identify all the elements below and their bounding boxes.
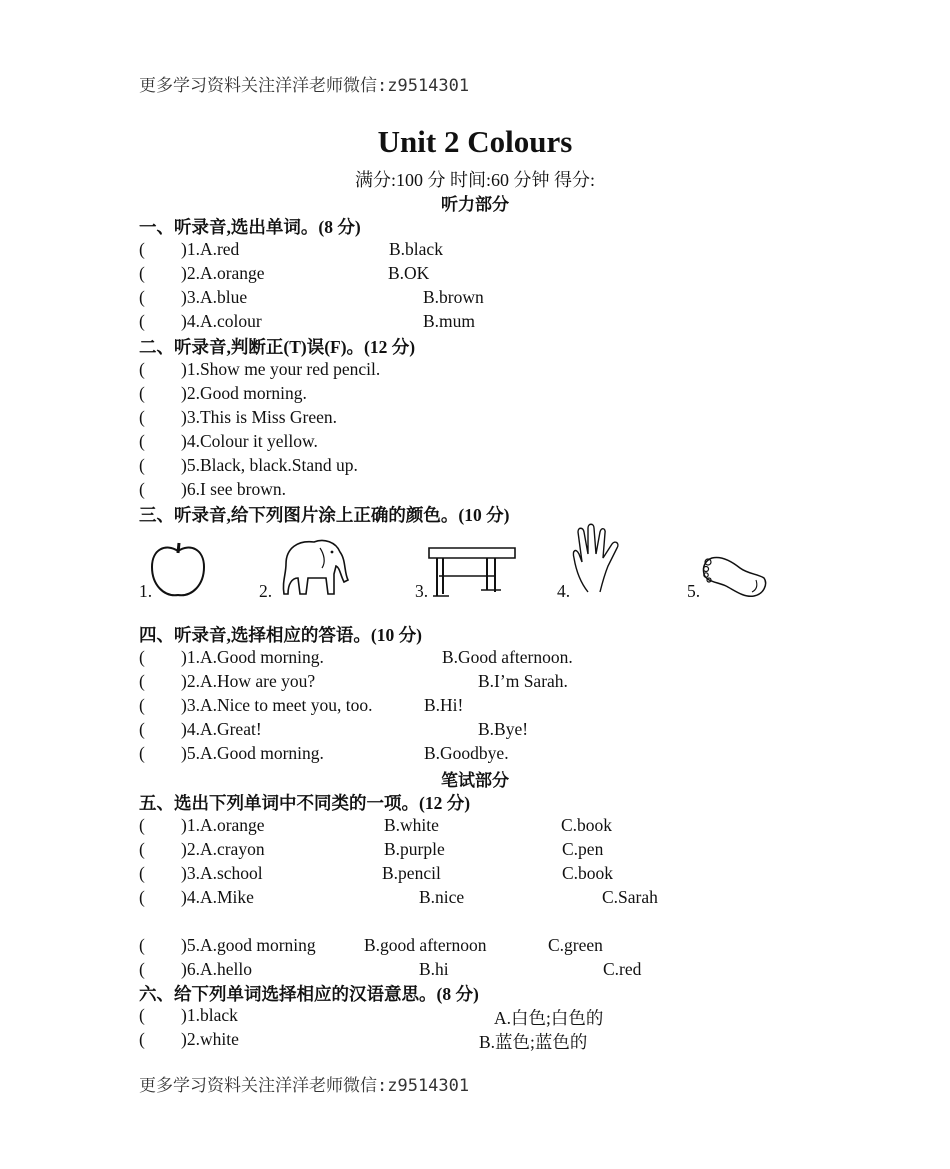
elephant-icon xyxy=(278,534,354,600)
section-2-heading: 二、听录音,判断正(T)误(F)。(12 分) xyxy=(139,337,416,357)
question-text: )4.Colour it yellow. xyxy=(181,431,318,451)
option-b: B.nice xyxy=(419,887,465,907)
answer-paren: ( xyxy=(139,455,145,475)
answer-paren: ( xyxy=(139,815,145,835)
option-b: B.Goodbye. xyxy=(424,743,509,763)
footer-note: 更多学习资料关注洋洋老师微信:z9514301 xyxy=(139,1076,470,1096)
question-text: )1.Show me your red pencil. xyxy=(181,359,381,379)
answer-paren: ( xyxy=(139,479,145,499)
picture-number: 5. xyxy=(687,581,701,601)
question-text: )6.I see brown. xyxy=(181,479,286,499)
question-text: )2.A.crayon xyxy=(181,839,265,859)
question-text: )4.A.Great! xyxy=(181,719,262,739)
answer-paren: ( xyxy=(139,407,145,427)
answer-paren: ( xyxy=(139,431,145,451)
option-c: C.book xyxy=(561,815,613,835)
option-c: C.pen xyxy=(562,839,604,859)
answer-paren: ( xyxy=(139,719,145,739)
answer-paren: ( xyxy=(139,959,145,979)
option-b: B.purple xyxy=(384,839,445,859)
answer-paren: ( xyxy=(139,695,145,715)
question-text: )3.A.Nice to meet you, too. xyxy=(181,695,373,715)
answer-paren: ( xyxy=(139,743,145,763)
section-5-heading: 五、选出下列单词中不同类的一项。(12 分) xyxy=(139,793,471,813)
answer-paren: ( xyxy=(139,311,145,331)
question-text: )2.white xyxy=(181,1029,239,1049)
answer-paren: ( xyxy=(139,287,145,307)
section-1-heading: 一、听录音,选出单词。(8 分) xyxy=(139,217,361,237)
option-c: C.Sarah xyxy=(602,887,658,907)
answer-paren: ( xyxy=(139,647,145,667)
question-text: )5.A.good morning xyxy=(181,935,316,955)
question-text: )3.A.blue xyxy=(181,287,248,307)
option-c: C.red xyxy=(603,959,642,979)
picture-number: 4. xyxy=(557,581,571,601)
answer-paren: ( xyxy=(139,839,145,859)
answer-paren: ( xyxy=(139,671,145,691)
answer-paren: ( xyxy=(139,263,145,283)
option-c: C.green xyxy=(548,935,603,955)
option-b: B.good afternoon xyxy=(364,935,487,955)
option-b: B.Good afternoon. xyxy=(442,647,573,667)
table-icon xyxy=(425,542,519,598)
score-time-line: 满分:100 分 时间:60 分钟 得分: xyxy=(354,170,595,190)
option-b: B.hi xyxy=(419,959,449,979)
option-b: B.Bye! xyxy=(478,719,529,739)
question-text: )4.A.Mike xyxy=(181,887,254,907)
question-text: )2.A.orange xyxy=(181,263,265,283)
answer-paren: ( xyxy=(139,239,145,259)
question-text: )1.A.red xyxy=(181,239,240,259)
option-c: C.book xyxy=(562,863,614,883)
option-b: B.OK xyxy=(388,263,430,283)
option-b: B.pencil xyxy=(382,863,441,883)
question-text: )5.A.Good morning. xyxy=(181,743,324,763)
option-b: B.I’m Sarah. xyxy=(478,671,568,691)
picture-number: 2. xyxy=(259,581,273,601)
question-text: )1.black xyxy=(181,1005,238,1025)
question-text: )2.A.How are you? xyxy=(181,671,316,691)
question-text: )3.A.school xyxy=(181,863,263,883)
picture-number: 3. xyxy=(415,581,429,601)
section-3-heading: 三、听录音,给下列图片涂上正确的颜色。(10 分) xyxy=(139,505,510,525)
meaning-option: B.蓝色;蓝色的 xyxy=(479,1032,588,1052)
foot-icon xyxy=(700,550,770,600)
option-b: B.Hi! xyxy=(424,695,464,715)
answer-paren: ( xyxy=(139,1005,145,1025)
listening-part-heading: 听力部分 xyxy=(441,195,509,214)
question-text: )1.A.orange xyxy=(181,815,265,835)
header-note: 更多学习资料关注洋洋老师微信:z9514301 xyxy=(139,76,470,96)
answer-paren: ( xyxy=(139,863,145,883)
answer-paren: ( xyxy=(139,887,145,907)
page-title: Unit 2 Colours xyxy=(377,124,573,159)
meaning-option: A.白色;白色的 xyxy=(494,1008,604,1028)
option-b: B.brown xyxy=(423,287,484,307)
section-6-heading: 六、给下列单词选择相应的汉语意思。(8 分) xyxy=(139,984,479,1004)
question-text: )5.Black, black.Stand up. xyxy=(181,455,358,475)
writing-part-heading: 笔试部分 xyxy=(441,771,509,790)
question-text: )3.This is Miss Green. xyxy=(181,407,338,427)
answer-paren: ( xyxy=(139,359,145,379)
question-text: )4.A.colour xyxy=(181,311,262,331)
question-text: )1.A.Good morning. xyxy=(181,647,324,667)
question-text: )6.A.hello xyxy=(181,959,252,979)
option-b: B.black xyxy=(389,239,443,259)
section-4-heading: 四、听录音,选择相应的答语。(10 分) xyxy=(139,625,422,645)
answer-paren: ( xyxy=(139,935,145,955)
apple-icon xyxy=(148,541,208,599)
answer-paren: ( xyxy=(139,1029,145,1049)
question-text: )2.Good morning. xyxy=(181,383,307,403)
answer-paren: ( xyxy=(139,383,145,403)
option-b: B.white xyxy=(384,815,439,835)
picture-number: 1. xyxy=(139,581,153,601)
hand-icon xyxy=(570,522,630,594)
option-b: B.mum xyxy=(423,311,476,331)
